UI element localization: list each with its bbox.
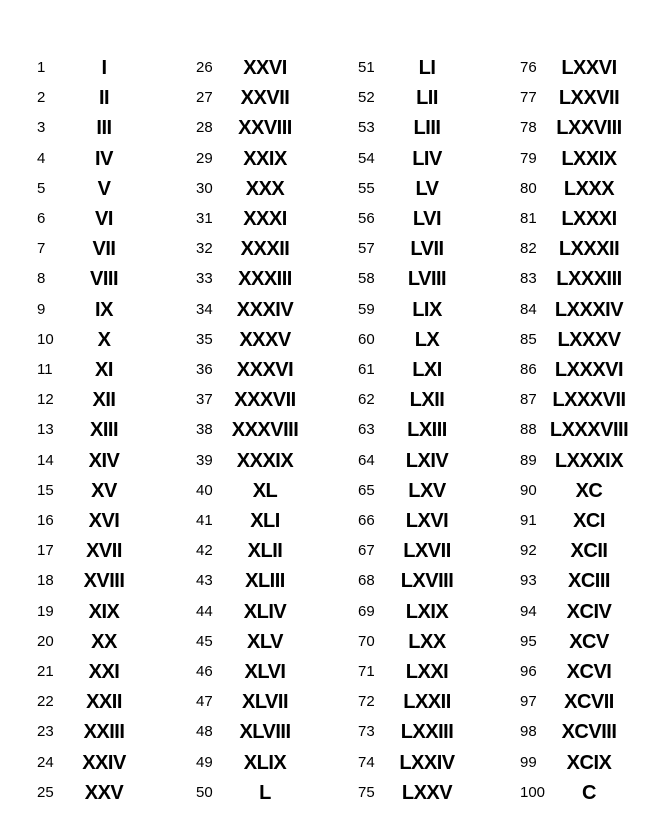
arabic-number: 54 [358, 149, 375, 167]
arabic-number: 43 [196, 572, 213, 590]
roman-numeral: L [259, 781, 271, 804]
arabic-number: 19 [37, 602, 54, 620]
roman-numeral: XXVIII [238, 117, 292, 140]
arabic-number: 56 [358, 210, 375, 227]
roman-numeral: XLVIII [239, 721, 291, 744]
arabic-number: 41 [196, 512, 213, 529]
roman-numeral: XCI [573, 510, 605, 532]
arabic-number: 74 [358, 753, 375, 771]
arabic-number: 75 [358, 783, 375, 801]
arabic-number: 52 [358, 89, 375, 107]
roman-numeral: LXI [412, 359, 442, 381]
arabic-number: 97 [520, 693, 537, 711]
arabic-number: 63 [358, 421, 375, 439]
roman-numeral: LX [414, 328, 440, 351]
roman-numeral: XVII [86, 540, 122, 563]
roman-numeral: XI [95, 359, 113, 381]
arabic-number: 17 [37, 542, 54, 560]
arabic-number: 30 [196, 179, 213, 197]
roman-numeral: LVIII [407, 268, 447, 291]
arabic-number: 99 [520, 753, 537, 771]
roman-numeral: LXVI [405, 510, 449, 532]
roman-numeral: LII [416, 87, 438, 110]
roman-numeral: LXXII [403, 691, 451, 714]
roman-numeral: LXXXI [561, 208, 617, 230]
roman-numeral: VII [92, 238, 116, 261]
arabic-number: 59 [358, 300, 375, 318]
roman-numeral: XXXIX [236, 449, 294, 472]
arabic-number: 16 [37, 512, 54, 529]
roman-numeral: XXXI [243, 208, 287, 230]
roman-numeral: XCVI [566, 661, 612, 683]
roman-numeral: LXXI [405, 661, 449, 683]
arabic-number: 79 [520, 149, 537, 167]
arabic-number: 98 [520, 723, 537, 741]
arabic-number: 96 [520, 663, 537, 680]
roman-numeral: XII [92, 389, 116, 412]
arabic-number: 88 [520, 421, 537, 439]
arabic-number: 89 [520, 451, 537, 469]
roman-numeral: XIX [88, 600, 120, 623]
roman-numeral: LXXIII [400, 721, 454, 744]
roman-numeral: X [97, 328, 111, 351]
arabic-number: 4 [37, 149, 46, 167]
roman-numeral: XCIX [566, 751, 612, 774]
roman-numeral: LXII [409, 389, 445, 412]
arabic-number: 94 [520, 602, 537, 620]
roman-numeral: XXVII [240, 87, 290, 110]
arabic-number: 83 [520, 270, 537, 288]
roman-numeral: XCVIII [561, 721, 617, 744]
arabic-number: 70 [358, 632, 375, 650]
roman-numeral: LXXIX [561, 147, 617, 170]
roman-numeral: XVIII [83, 570, 125, 593]
roman-numeral: XXIII [83, 721, 125, 744]
arabic-number: 49 [196, 753, 213, 771]
arabic-number: 20 [37, 632, 54, 650]
arabic-number: 50 [196, 783, 213, 801]
roman-numeral: LXX [408, 630, 446, 653]
arabic-number: 24 [37, 753, 54, 771]
arabic-number: 21 [37, 663, 54, 680]
roman-numeral: LXXXIII [556, 268, 622, 291]
roman-numeral: I [101, 57, 107, 79]
roman-numeral: LXXXVI [554, 359, 624, 381]
roman-numeral: XXII [86, 691, 122, 714]
arabic-number: 32 [196, 240, 213, 258]
arabic-number: 64 [358, 451, 375, 469]
arabic-number: 53 [358, 119, 375, 137]
arabic-number: 45 [196, 632, 213, 650]
roman-numeral: LXXXIX [554, 449, 624, 472]
arabic-number: 18 [37, 572, 54, 590]
roman-numeral: IV [95, 147, 113, 170]
roman-numeral: LXV [408, 479, 446, 502]
roman-numeral: XXXII [240, 238, 290, 261]
roman-numeral: XXVI [243, 57, 287, 79]
arabic-number: 25 [37, 783, 54, 801]
roman-numeral: XIV [88, 449, 120, 472]
arabic-number: 60 [358, 330, 375, 348]
arabic-number: 12 [37, 391, 54, 409]
roman-numeral: XXXIII [238, 268, 292, 291]
roman-numeral: LXIII [407, 419, 447, 442]
roman-numeral: LVII [410, 238, 444, 261]
roman-numeral: XXXV [239, 328, 291, 351]
arabic-number: 72 [358, 693, 375, 711]
roman-numeral: LXIX [405, 600, 449, 623]
arabic-number: 69 [358, 602, 375, 620]
arabic-number: 76 [520, 59, 537, 76]
arabic-number: 1 [37, 59, 46, 76]
arabic-number: 9 [37, 300, 46, 318]
roman-numeral: XXV [84, 781, 124, 804]
roman-numeral: LXXXV [557, 328, 621, 351]
roman-numeral: LXXXVIII [549, 419, 629, 442]
roman-numeral: XL [252, 479, 278, 502]
arabic-number: 33 [196, 270, 213, 288]
roman-numeral: XIII [89, 419, 118, 442]
roman-numeral: XLIV [243, 600, 287, 623]
roman-numeral: XLIII [245, 570, 285, 593]
roman-numeral: III [96, 117, 112, 140]
arabic-number: 100 [520, 783, 546, 801]
arabic-number: 13 [37, 421, 54, 439]
roman-numeral: XCV [569, 630, 609, 653]
arabic-number: 51 [358, 59, 375, 76]
roman-numeral: LIII [413, 117, 441, 140]
arabic-number: 42 [196, 542, 213, 560]
arabic-number: 14 [37, 451, 54, 469]
roman-numeral: LXXXVII [552, 389, 626, 412]
roman-numeral: XC [575, 479, 603, 502]
arabic-number: 6 [37, 210, 46, 227]
arabic-number: 93 [520, 572, 537, 590]
arabic-number: 3 [37, 119, 46, 137]
arabic-number: 38 [196, 421, 213, 439]
roman-numeral: XXXIV [236, 298, 294, 321]
roman-numeral: XXX [245, 177, 285, 200]
arabic-number: 65 [358, 481, 375, 499]
arabic-number: 36 [196, 361, 213, 378]
roman-numeral: XXI [88, 661, 120, 683]
roman-numeral: V [97, 177, 111, 200]
roman-numeral: XCIII [568, 570, 610, 593]
roman-numeral: VI [95, 208, 113, 230]
arabic-number: 58 [358, 270, 375, 288]
roman-numeral: VIII [89, 268, 118, 291]
roman-numeral: XCVII [564, 691, 614, 714]
roman-numeral: XVI [88, 510, 120, 532]
roman-numeral: LXXIV [399, 751, 455, 774]
arabic-number: 92 [520, 542, 537, 560]
arabic-number: 28 [196, 119, 213, 137]
roman-numeral: XX [91, 630, 117, 653]
arabic-number: 61 [358, 361, 375, 378]
roman-numeral: XLVII [241, 691, 289, 714]
arabic-number: 78 [520, 119, 537, 137]
arabic-number: 85 [520, 330, 537, 348]
roman-numeral: LI [418, 57, 436, 79]
roman-numeral: XLII [247, 540, 283, 563]
arabic-number: 86 [520, 361, 537, 378]
roman-numeral: XXIX [243, 147, 287, 170]
arabic-number: 47 [196, 693, 213, 711]
roman-numeral: LXXVII [558, 87, 620, 110]
arabic-number: 87 [520, 391, 537, 409]
arabic-number: 40 [196, 481, 213, 499]
arabic-number: 67 [358, 542, 375, 560]
roman-numeral: LV [415, 177, 439, 200]
roman-numeral: XXXVIII [231, 419, 299, 442]
arabic-number: 2 [37, 89, 46, 107]
arabic-number: 84 [520, 300, 537, 318]
arabic-number: 44 [196, 602, 213, 620]
arabic-number: 23 [37, 723, 54, 741]
arabic-number: 35 [196, 330, 213, 348]
arabic-number: 5 [37, 179, 46, 197]
arabic-number: 95 [520, 632, 537, 650]
roman-numeral: XXXVI [236, 359, 294, 381]
roman-numeral: XV [91, 479, 117, 502]
arabic-number: 39 [196, 451, 213, 469]
arabic-number: 31 [196, 210, 213, 227]
arabic-number: 27 [196, 89, 213, 107]
arabic-number: 90 [520, 481, 537, 499]
arabic-number: 15 [37, 481, 54, 499]
arabic-number: 77 [520, 89, 537, 107]
roman-numeral: XLI [250, 510, 280, 532]
arabic-number: 7 [37, 240, 46, 258]
roman-numeral: LIV [412, 147, 442, 170]
roman-numeral: LXIV [405, 449, 449, 472]
roman-numeral: C [582, 781, 596, 804]
roman-numeral: XCII [570, 540, 608, 563]
roman-numeral: LXXVIII [556, 117, 622, 140]
arabic-number: 82 [520, 240, 537, 258]
arabic-number: 34 [196, 300, 213, 318]
roman-numeral: LXXXIV [554, 298, 624, 321]
roman-numeral: LIX [412, 298, 442, 321]
arabic-number: 8 [37, 270, 46, 288]
arabic-number: 91 [520, 512, 537, 529]
arabic-number: 66 [358, 512, 375, 529]
roman-numeral: LXXXII [558, 238, 620, 261]
roman-numeral: IX [95, 298, 113, 321]
arabic-number: 37 [196, 391, 213, 409]
arabic-number: 68 [358, 572, 375, 590]
arabic-number: 10 [37, 330, 54, 348]
roman-numeral: LXXX [563, 177, 615, 200]
roman-numeral: LXVII [403, 540, 451, 563]
roman-numeral: LXXVI [561, 57, 617, 79]
roman-numeral: II [98, 87, 110, 110]
roman-numeral: XCIV [566, 600, 612, 623]
roman-numeral: LXVIII [400, 570, 454, 593]
roman-numeral: XLIX [243, 751, 287, 774]
arabic-number: 73 [358, 723, 375, 741]
arabic-number: 11 [37, 361, 53, 378]
arabic-number: 55 [358, 179, 375, 197]
arabic-number: 62 [358, 391, 375, 409]
arabic-number: 26 [196, 59, 213, 76]
arabic-number: 81 [520, 210, 537, 227]
arabic-number: 46 [196, 663, 213, 680]
arabic-number: 48 [196, 723, 213, 741]
roman-numeral: XLVI [244, 661, 286, 683]
arabic-number: 29 [196, 149, 213, 167]
arabic-number: 80 [520, 179, 537, 197]
roman-numeral: XXXVII [234, 389, 296, 412]
roman-numeral: XXIV [82, 751, 126, 774]
roman-numeral: XLV [247, 630, 283, 653]
roman-numeral: LVI [412, 208, 442, 230]
arabic-number: 57 [358, 240, 375, 258]
arabic-number: 22 [37, 693, 54, 711]
arabic-number: 71 [358, 663, 375, 680]
roman-numeral: LXXV [401, 781, 453, 804]
